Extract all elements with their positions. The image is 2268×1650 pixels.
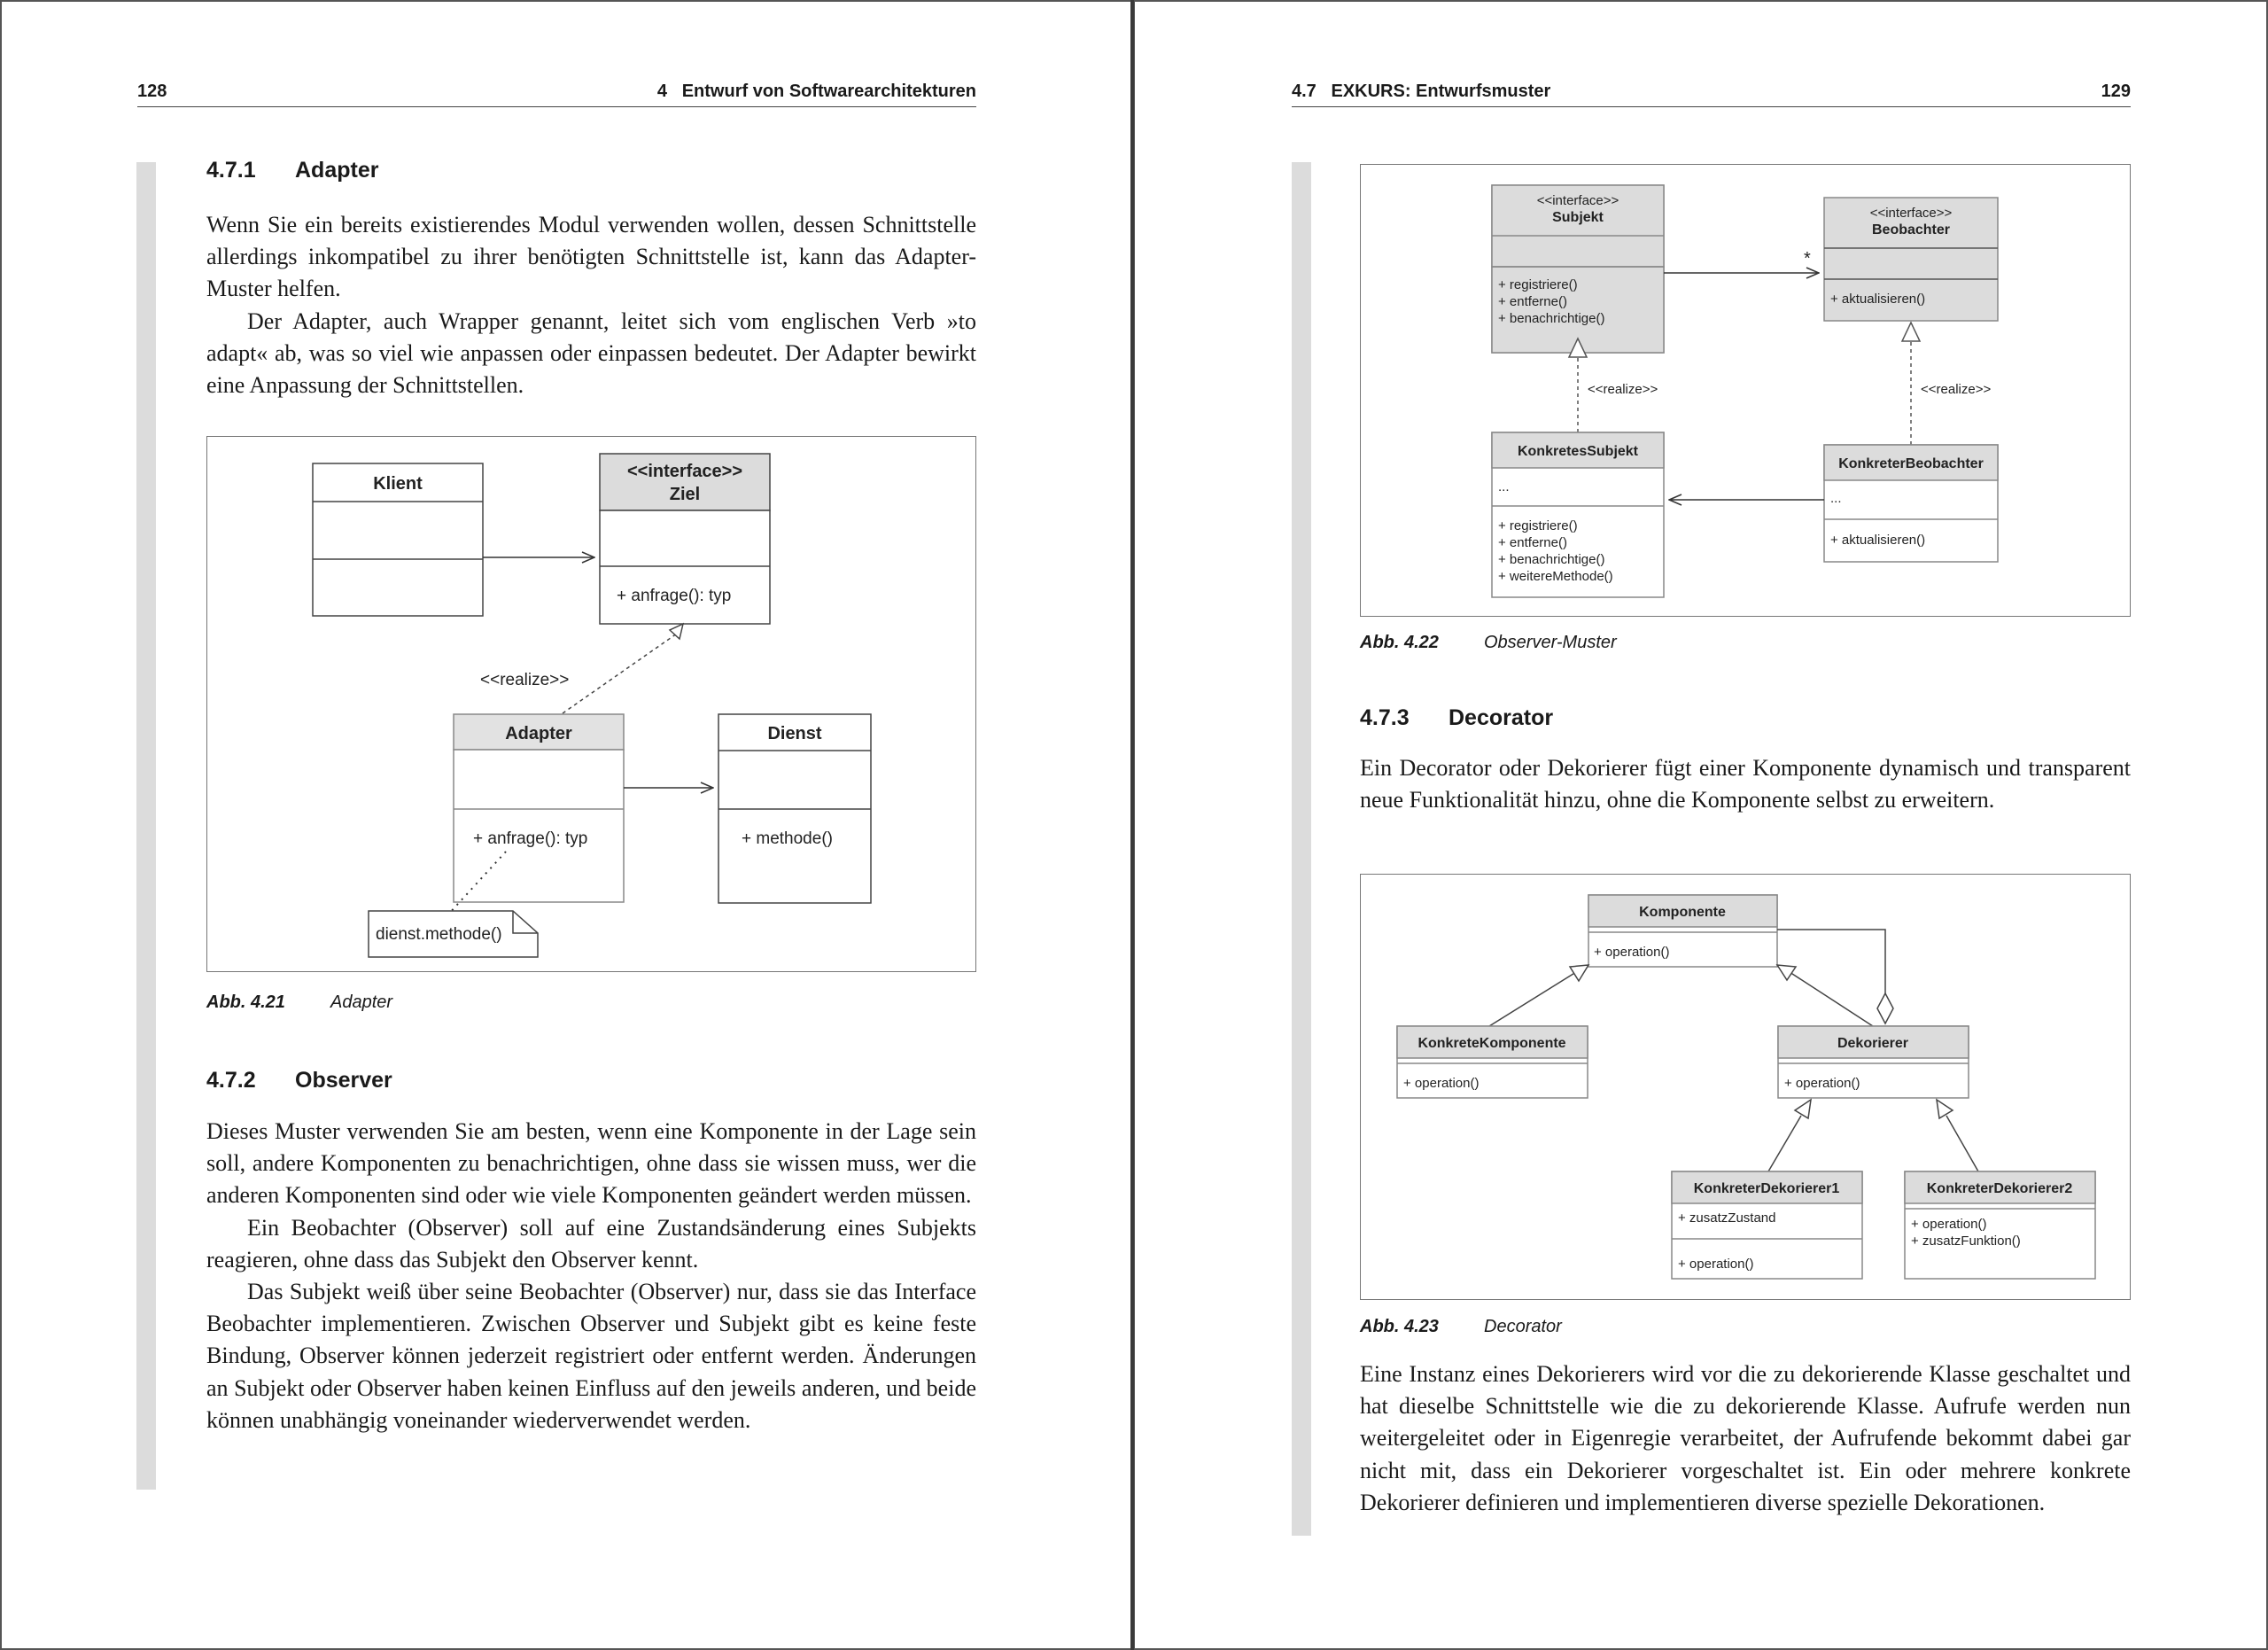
ks-name: KonkretesSubjekt bbox=[1517, 444, 1639, 459]
section-heading-observer bbox=[206, 1068, 392, 1094]
kk-op: + operation() bbox=[1403, 1076, 1480, 1091]
book-spine bbox=[1130, 0, 1134, 1650]
running-head: 4.7 EXKURS: Entwurfsmuster bbox=[1292, 82, 1551, 101]
paragraph: Wenn Sie ein bereits existierendes Modul verwenden wollen, dessen Schnittstelle allerdings inkompatibel zu ihrer benötigten Schnittstelle ist, kann das Adapter-Muster helfen. bbox=[206, 212, 976, 302]
section-heading-decorator bbox=[1360, 705, 1553, 731]
komponente-op: + operation() bbox=[1594, 945, 1670, 960]
realize-triangle bbox=[670, 624, 683, 639]
caption-text: Decorator bbox=[1484, 1317, 1562, 1336]
ziel-stereotype: <<interface>> bbox=[626, 462, 743, 481]
dek-name: Dekorierer bbox=[1837, 1036, 1909, 1051]
realize-label: <<realize>> bbox=[480, 671, 570, 689]
margin-bar bbox=[136, 162, 156, 1490]
caption-text: Observer-Muster bbox=[1484, 633, 1617, 652]
class-konkreter-dekorierer-2 bbox=[1905, 1171, 2095, 1279]
figure-caption-422 bbox=[1360, 633, 1617, 653]
figure-caption-421 bbox=[206, 992, 392, 1013]
page-number: 128 bbox=[137, 82, 167, 101]
kb-attr: ... bbox=[1830, 491, 1842, 506]
kd2-op: + zusatzFunktion() bbox=[1911, 1234, 2021, 1249]
adapter-diagram bbox=[206, 436, 976, 972]
paragraph: Ein Decorator oder Dekorierer fügt einer Komponente dynamisch und transparent neue Funktionalität hinzu, ohne die Komponente selbst zu erweitern. bbox=[1360, 755, 2131, 813]
section-title: Adapter bbox=[295, 158, 379, 183]
section-number: 4.7.1 bbox=[206, 158, 256, 183]
generalization-line bbox=[1790, 972, 1873, 1026]
realize-triangle-right bbox=[1902, 323, 1920, 341]
realize-line bbox=[563, 634, 677, 713]
note-text: dienst.methode() bbox=[376, 925, 502, 944]
section-title: Decorator bbox=[1449, 705, 1554, 730]
subjekt-op: + benachrichtige() bbox=[1498, 311, 1605, 326]
caption-text: Adapter bbox=[330, 992, 393, 1012]
multiplicity: * bbox=[1804, 249, 1811, 269]
paragraph: Der Adapter, auch Wrapper genannt, leitet sich vom englischen Verb »to adapt« ab, was so viel wie anpassen oder einpassen bedeutet. Der Adapter bewirkt eine Anpassung der Schnittstellen. bbox=[206, 307, 976, 399]
class-konkretes-subjekt bbox=[1492, 432, 1664, 597]
generalization-line bbox=[1489, 972, 1576, 1026]
left-running-header bbox=[137, 78, 976, 107]
dienst-name: Dienst bbox=[767, 724, 822, 743]
paragraph: Das Subjekt weiß über seine Beobachter (Observer) nur, dass sie das Interface Beobachter implementieren. Zwischen Observer und Subjekt gibt es keine feste Bindung, Observer können jederzeit registriert oder entfernt werden. Änderungen an Subjekt oder Observer haben keinen Einfluss auf den jeweils anderen, und beide können unabhängig voneinander wiederverwendet werden. bbox=[206, 1279, 976, 1433]
class-dekorierer bbox=[1778, 1026, 1969, 1098]
decorator-intro bbox=[1360, 752, 2131, 816]
class-beobachter bbox=[1824, 198, 1998, 321]
subjekt-stereotype: <<interface>> bbox=[1536, 193, 1619, 208]
subjekt-op: + entferne() bbox=[1498, 294, 1567, 309]
kd1-attr: + zusatzZustand bbox=[1678, 1210, 1776, 1226]
realize-label-right: <<realize>> bbox=[1921, 382, 1992, 397]
class-klient bbox=[313, 463, 483, 616]
ks-attr: ... bbox=[1498, 479, 1510, 494]
beobachter-op: + aktualisieren() bbox=[1830, 292, 1926, 307]
figure-caption-423 bbox=[1360, 1317, 1562, 1337]
margin-bar bbox=[1292, 162, 1311, 1536]
caption-label: Abb. 4.22 bbox=[1360, 633, 1439, 652]
decorator-closing bbox=[1360, 1358, 2131, 1519]
section-title: Observer bbox=[295, 1068, 392, 1093]
beobachter-stereotype: <<interface>> bbox=[1869, 206, 1953, 221]
paragraph: Ein Beobachter (Observer) soll auf eine Zustandsänderung eines Subjekts reagieren, ohne dass das Subjekt den Observer kennt. bbox=[206, 1214, 976, 1273]
ks-op: + weitereMethode() bbox=[1498, 569, 1613, 584]
page-number: 129 bbox=[2101, 82, 2131, 101]
class-komponente bbox=[1588, 895, 1777, 967]
adapter-operation: + anfrage(): typ bbox=[473, 829, 588, 848]
right-running-header bbox=[1292, 78, 2131, 107]
observer-diagram-svg bbox=[1361, 165, 2132, 618]
generalization-triangle bbox=[1937, 1100, 1953, 1118]
generalization-triangle bbox=[1777, 965, 1796, 980]
class-konkreter-dekorierer-1 bbox=[1672, 1171, 1862, 1279]
kd2-name: KonkreterDekorierer2 bbox=[1926, 1181, 2073, 1196]
ks-op: + registriere() bbox=[1498, 518, 1578, 533]
kb-name: KonkreterBeobachter bbox=[1838, 456, 1984, 471]
decorator-diagram-svg bbox=[1361, 875, 2132, 1301]
observer-body bbox=[206, 1116, 976, 1436]
running-head: 4 Entwurf von Softwarearchitekturen bbox=[656, 82, 976, 101]
generalization-triangle bbox=[1570, 965, 1588, 981]
generalization-triangle bbox=[1795, 1100, 1811, 1118]
ziel-operation: + anfrage(): typ bbox=[617, 587, 732, 605]
section-number: 4.7.3 bbox=[1360, 705, 1410, 730]
class-ziel bbox=[600, 454, 770, 624]
beobachter-name: Beobachter bbox=[1871, 222, 1951, 237]
ks-op: + benachrichtige() bbox=[1498, 552, 1605, 567]
komponente-name: Komponente bbox=[1639, 905, 1726, 920]
subjekt-name: Subjekt bbox=[1552, 210, 1604, 225]
caption-label: Abb. 4.21 bbox=[206, 992, 285, 1012]
generalization-line bbox=[1768, 1116, 1801, 1171]
subjekt-op: + registriere() bbox=[1498, 277, 1578, 292]
class-konkrete-komponente bbox=[1397, 1026, 1588, 1098]
paragraph: Eine Instanz eines Dekorierers wird vor die zu dekorierende Klasse geschaltet und hat dieselbe Schnittstelle wie die zu dekorierende Klasse. Aufrufe werden nun weitergeleitet oder in Eigenregie verarbeitet, der Aufrufende bekommt dabei gar nicht mit, dass ein Dekorierer vorgeschaltet ist. Ein oder mehrere konkrete Dekorierer definieren und implementieren diverse spezielle Dekorationen. bbox=[1360, 1361, 2131, 1515]
adapter-body bbox=[206, 209, 976, 401]
ziel-name: Ziel bbox=[669, 485, 701, 504]
klient-name: Klient bbox=[373, 474, 423, 494]
section-number: 4.7.2 bbox=[206, 1068, 256, 1093]
dek-op: + operation() bbox=[1784, 1076, 1860, 1091]
class-adapter bbox=[454, 714, 624, 902]
caption-label: Abb. 4.23 bbox=[1360, 1317, 1439, 1336]
paragraph: Dieses Muster verwenden Sie am besten, wenn eine Komponente in der Lage sein soll, andere Komponenten zu benachrichtigen, ohne dass sie wissen muss, wer die anderen Komponenten sind oder wie viele Komponenten geändert werden müssen. bbox=[206, 1118, 976, 1209]
kk-name: KonkreteKomponente bbox=[1418, 1036, 1566, 1051]
section-heading-adapter bbox=[206, 158, 378, 183]
kd2-op: + operation() bbox=[1911, 1217, 1987, 1232]
adapter-name: Adapter bbox=[505, 724, 572, 743]
ks-op: + entferne() bbox=[1498, 535, 1567, 550]
realize-label-left: <<realize>> bbox=[1588, 382, 1658, 397]
kb-op: + aktualisieren() bbox=[1830, 533, 1926, 548]
dienst-operation: + methode() bbox=[742, 829, 833, 848]
decorator-diagram bbox=[1360, 874, 2131, 1300]
generalization-line bbox=[1946, 1116, 1978, 1171]
aggregation-diamond bbox=[1877, 993, 1893, 1023]
kd1-op: + operation() bbox=[1678, 1257, 1754, 1272]
observer-diagram bbox=[1360, 164, 2131, 617]
class-dienst bbox=[718, 714, 871, 903]
adapter-diagram-svg bbox=[207, 437, 977, 973]
class-konkreter-beobachter bbox=[1824, 445, 1998, 562]
aggregation-line bbox=[1777, 930, 1885, 993]
kd1-name: KonkreterDekorierer1 bbox=[1693, 1181, 1840, 1196]
